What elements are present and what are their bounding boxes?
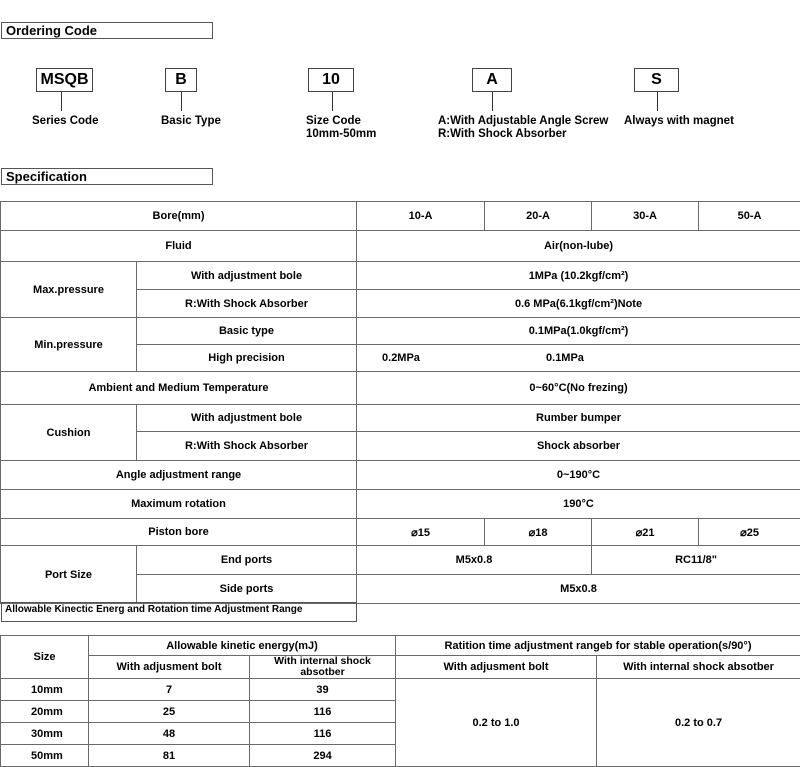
magnet-option-box: S — [634, 68, 679, 92]
angle-option-label: A:With Adjustable Angle Screw R:With Shock Absorber — [438, 115, 608, 141]
piston-value: ⌀18 — [485, 519, 592, 546]
rotation-value: 190°C — [357, 490, 800, 519]
min-pressure-sub-label: Basic type — [137, 318, 357, 345]
bolt-energy-cell: 48 — [89, 723, 250, 745]
kinetic-subheader-row — [1, 656, 800, 679]
rotation-shock-header: With internal shock absotber — [597, 656, 800, 679]
bore-value: 30-A — [592, 202, 699, 231]
size-code-connector — [332, 92, 333, 111]
bore-label: Bore(mm) — [1, 202, 357, 231]
size-code-label: Size Code 10mm-50mm — [306, 115, 376, 141]
angle-value: 0~190°C — [357, 461, 800, 490]
fluid-value: Air(non-lube) — [357, 231, 800, 262]
rotation-time-header: Ratition time adjustment rangeb for stable operation(s/90°) — [396, 636, 800, 656]
max-pressure-value: 0.6 MPa(6.1kgf/cm²)Note — [357, 290, 800, 318]
end-ports-value-b: RC11/8" — [592, 546, 800, 575]
rotation-bolt-header: With adjusment bolt — [396, 656, 597, 679]
magnet-option-label: Always with magnet — [624, 115, 734, 128]
min-pressure-sub-label: High precision — [137, 345, 357, 372]
rotation-shock-value: 0.2 to 0.7 — [597, 679, 800, 767]
bore-row — [1, 202, 800, 231]
basic-type-connector — [181, 92, 182, 111]
piston-value: ⌀15 — [357, 519, 485, 546]
max-pressure-sub-label: With adjustment bole — [137, 262, 357, 290]
bolt-energy-cell: 81 — [89, 745, 250, 767]
size-header: Size — [1, 636, 89, 679]
kinetic-energy-table — [0, 635, 800, 767]
series-code-box: MSQB — [36, 68, 93, 92]
piston-row — [1, 519, 800, 546]
specification-title: Specification — [1, 168, 213, 185]
bolt-energy-cell: 25 — [89, 701, 250, 723]
size-cell: 20mm — [1, 701, 89, 723]
energy-shock-header: With internal shock absotber — [250, 656, 396, 679]
end-ports-label: End ports — [137, 546, 357, 575]
rotation-row — [1, 490, 800, 519]
bore-value: 50-A — [699, 202, 800, 231]
cushion-row — [1, 405, 800, 432]
temperature-label: Ambient and Medium Temperature — [1, 372, 357, 405]
size-code-box: 10 — [308, 68, 354, 92]
shock-energy-cell: 116 — [250, 723, 396, 745]
magnet-option-connector — [657, 92, 658, 111]
shock-energy-cell: 39 — [250, 679, 396, 701]
side-ports-label: Side ports — [137, 575, 357, 604]
end-ports-value-a: M5x0.8 — [357, 546, 592, 575]
size-cell: 10mm — [1, 679, 89, 701]
size-cell: 50mm — [1, 745, 89, 767]
angle-option-connector — [492, 92, 493, 111]
bolt-energy-cell: 7 — [89, 679, 250, 701]
temperature-row — [1, 372, 800, 405]
size-cell: 30mm — [1, 723, 89, 745]
rotation-bolt-value: 0.2 to 1.0 — [396, 679, 597, 767]
bore-value: 10-A — [357, 202, 485, 231]
series-code-label: Series Code — [32, 115, 98, 128]
fluid-row — [1, 231, 800, 262]
shock-energy-cell: 294 — [250, 745, 396, 767]
min-pressure-value: 0.1MPa(1.0kgf/cm²) — [357, 318, 800, 345]
basic-type-label: Basic Type — [161, 115, 221, 128]
max-pressure-label: Max.pressure — [1, 262, 137, 318]
energy-header: Allowable kinetic energy(mJ) — [89, 636, 396, 656]
high-precision-value-a: 0.2MPa — [382, 352, 420, 364]
cushion-value: Shock absorber — [357, 432, 800, 461]
min-pressure-row — [1, 318, 800, 345]
piston-label: Piston bore — [1, 519, 357, 546]
high-precision-values — [357, 345, 800, 372]
min-pressure-label: Min.pressure — [1, 318, 137, 372]
max-pressure-value: 1MPa (10.2kgf/cm²) — [357, 262, 800, 290]
piston-value: ⌀21 — [592, 519, 699, 546]
cushion-sub-label: With adjustment bole — [137, 405, 357, 432]
kinetic-header-row — [1, 636, 800, 656]
cushion-label: Cushion — [1, 405, 137, 461]
kinetic-energy-title: Allowable Kinectic Energ and Rotation time Adjustment Range — [1, 602, 357, 622]
side-ports-value: M5x0.8 — [357, 575, 800, 604]
energy-bolt-header: With adjusment bolt — [89, 656, 250, 679]
specification-table — [0, 201, 800, 604]
piston-value: ⌀25 — [699, 519, 800, 546]
cushion-value: Rumber bumper — [357, 405, 800, 432]
series-code-connector — [61, 92, 62, 111]
fluid-label: Fluid — [1, 231, 357, 262]
temperature-value: 0~60°C(No frezing) — [357, 372, 800, 405]
shock-energy-cell: 116 — [250, 701, 396, 723]
port-size-label: Port Size — [1, 546, 137, 604]
high-precision-value-b: 0.1MPa — [546, 352, 584, 364]
ordering-code-title: Ordering Code — [1, 22, 213, 39]
port-row — [1, 546, 800, 575]
kinetic-row — [1, 679, 800, 701]
max-pressure-row — [1, 262, 800, 290]
cushion-sub-label: R:With Shock Absorber — [137, 432, 357, 461]
basic-type-box: B — [165, 68, 197, 92]
rotation-label: Maximum rotation — [1, 490, 357, 519]
angle-row — [1, 461, 800, 490]
bore-value: 20-A — [485, 202, 592, 231]
max-pressure-sub-label: R:With Shock Absorber — [137, 290, 357, 318]
angle-label: Angle adjustment range — [1, 461, 357, 490]
angle-option-box: A — [472, 68, 512, 92]
